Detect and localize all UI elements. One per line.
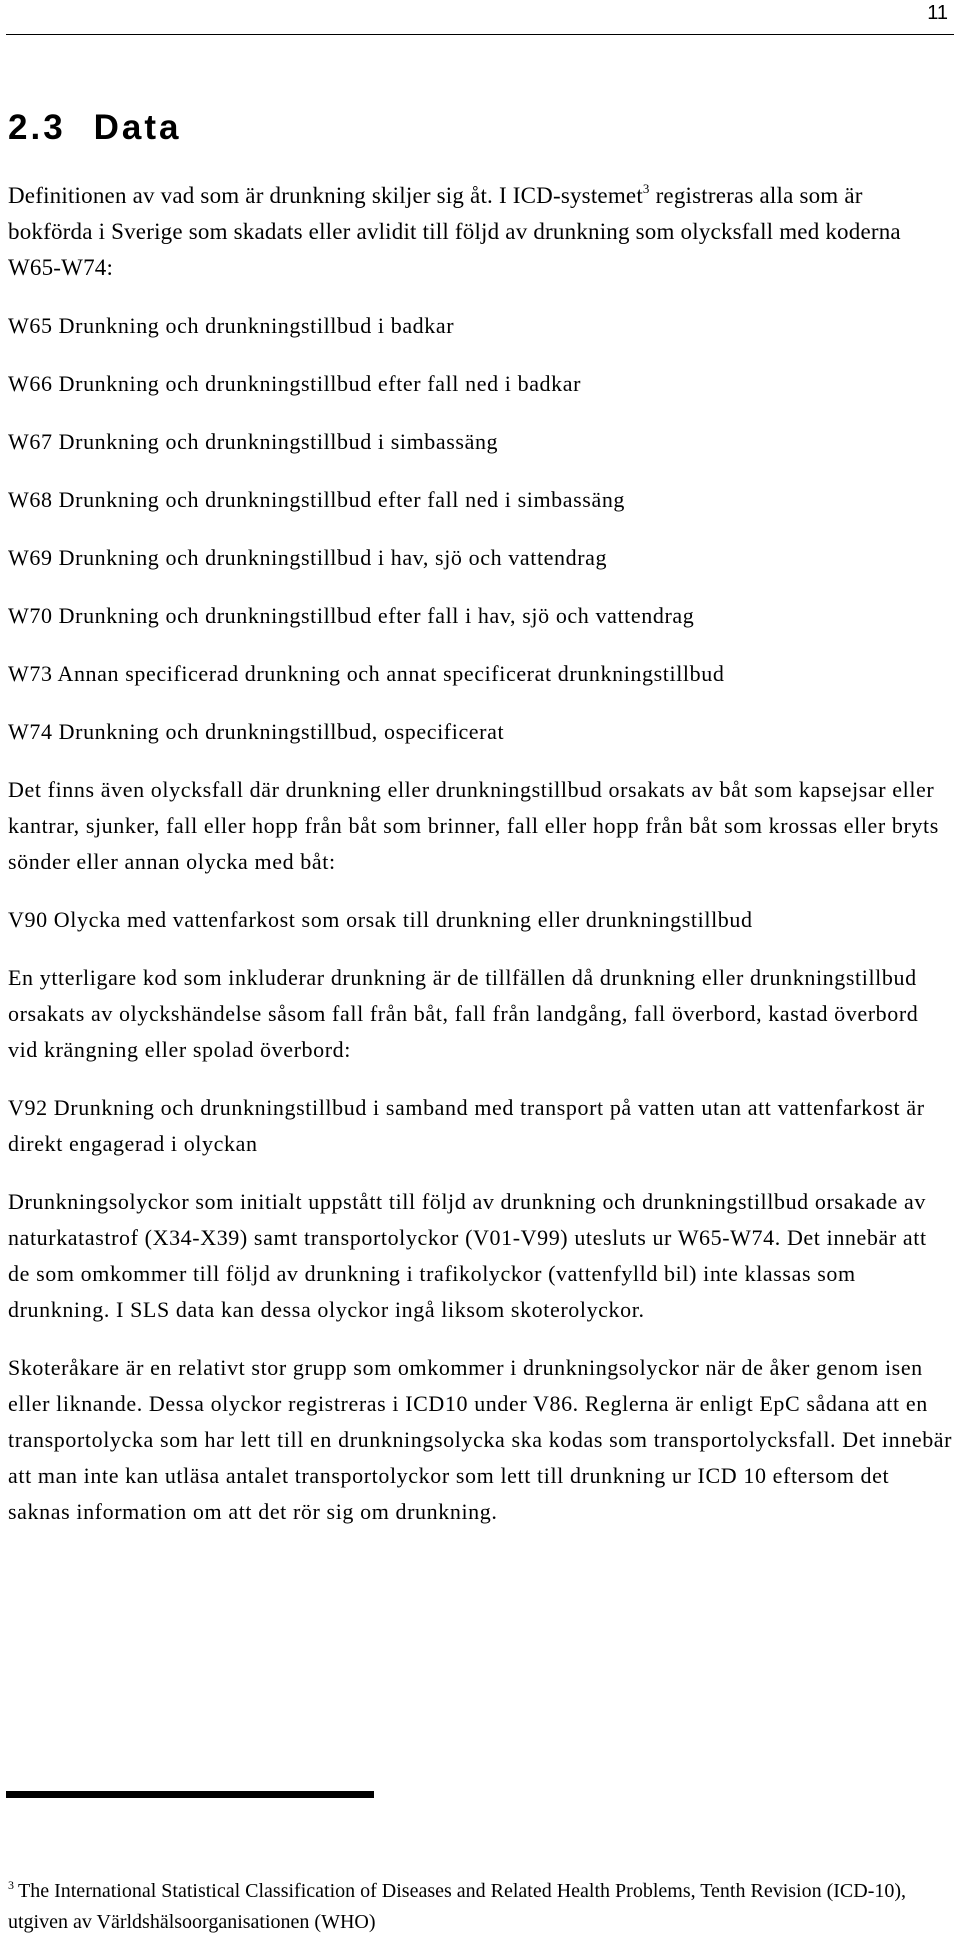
section-number: 2.3 — [8, 108, 66, 147]
code-w69: W69 Drunkning och drunkningstillbud i hav, sjö och vattendrag — [8, 545, 608, 570]
footnote-text: The International Statistical Classification of Diseases and Related Health Problems, Tenth Revision (ICD-10), utgiven av Världshälsoorganisationen (WHO) — [8, 1880, 907, 1933]
code-w70: W70 Drunkning och drunkningstillbud efter fall i hav, sjö och vattendrag — [8, 603, 695, 628]
section-title: Data — [93, 108, 182, 147]
code-w74: W74 Drunkning och drunkningstillbud, ospecificerat — [8, 719, 505, 744]
intro-text-start: Definitionen av vad som är drunkning skiljer sig åt. I ICD-systemet — [8, 183, 643, 208]
footnote-rule — [6, 1791, 374, 1798]
intro-text-end: registreras alla som är bokförda i Sverige som skadats eller avlidit till följd av drunkning som olycksfall med koderna W65-W74: — [8, 183, 901, 280]
header-rule — [6, 34, 954, 35]
section-heading — [8, 108, 182, 148]
footnote-reference: 3 — [642, 181, 650, 196]
body-text — [8, 178, 953, 1552]
paragraph-more: En ytterligare kod som inkluderar drunkning är de tillfällen då drunkning eller drunkningstillbud orsakats av olyckshändelse såsom fall från båt, fall från landgång, fall överbord, kastad överbord vid krängning eller spolad överbord: — [8, 965, 919, 1062]
code-w67: W67 Drunkning och drunkningstillbud i simbassäng — [8, 429, 499, 454]
paragraph-boat: Det finns även olycksfall där drunkning eller drunkningstillbud orsakats av båt som kapsejsar eller kantrar, sjunker, fall eller hopp från båt som brinner, fall eller hopp från båt som krossas eller bryts sönder eller annan olycka med båt: — [8, 777, 939, 874]
paragraph-excluded: Drunkningsolyckor som initialt uppstått till följd av drunkning och drunkningstillbud orsakade av naturkatastrof (X34-X39) samt transportolyckor (V01-V99) utesluts ur W65-W74. Det innebär att de som omkommer till följd av drunkning i trafikolyckor (vattenfylld bil) inte klassas som drunkning. I SLS data kan dessa olyckor ingå liksom skoterolyckor. — [8, 1189, 927, 1322]
code-w65: W65 Drunkning och drunkningstillbud i badkar — [8, 313, 455, 338]
code-w73: W73 Annan specificerad drunkning och annat specificerat drunkningstillbud — [8, 661, 725, 686]
intro-paragraph — [8, 178, 953, 286]
code-v92: V92 Drunkning och drunkningstillbud i samband med transport på vatten utan att vattenfarkost är direkt engagerad i olyckan — [8, 1095, 925, 1156]
footnote — [8, 1876, 948, 1938]
code-v90: V90 Olycka med vattenfarkost som orsak till drunkning eller drunkningstillbud — [8, 907, 753, 932]
paragraph-skoter: Skoteråkare är en relativt stor grupp som omkommer i drunkningsolyckor när de åker genom isen eller liknande. Dessa olyckor registreras i ICD10 under V86. Reglerna är enligt EpC sådana att en transportolycka som har lett till en drunkningsolycka ska kodas som transportolycksfall. Det innebär att man inte kan utläsa antalet transportolyckor som lett till drunkning ur ICD 10 eftersom det saknas information om att det rör sig om drunkning. — [8, 1355, 953, 1524]
page-number: 11 — [927, 2, 948, 24]
footnote-marker: 3 — [8, 1878, 14, 1892]
code-w68: W68 Drunkning och drunkningstillbud efter fall ned i simbassäng — [8, 487, 626, 512]
code-w66: W66 Drunkning och drunkningstillbud efter fall ned i badkar — [8, 371, 582, 396]
